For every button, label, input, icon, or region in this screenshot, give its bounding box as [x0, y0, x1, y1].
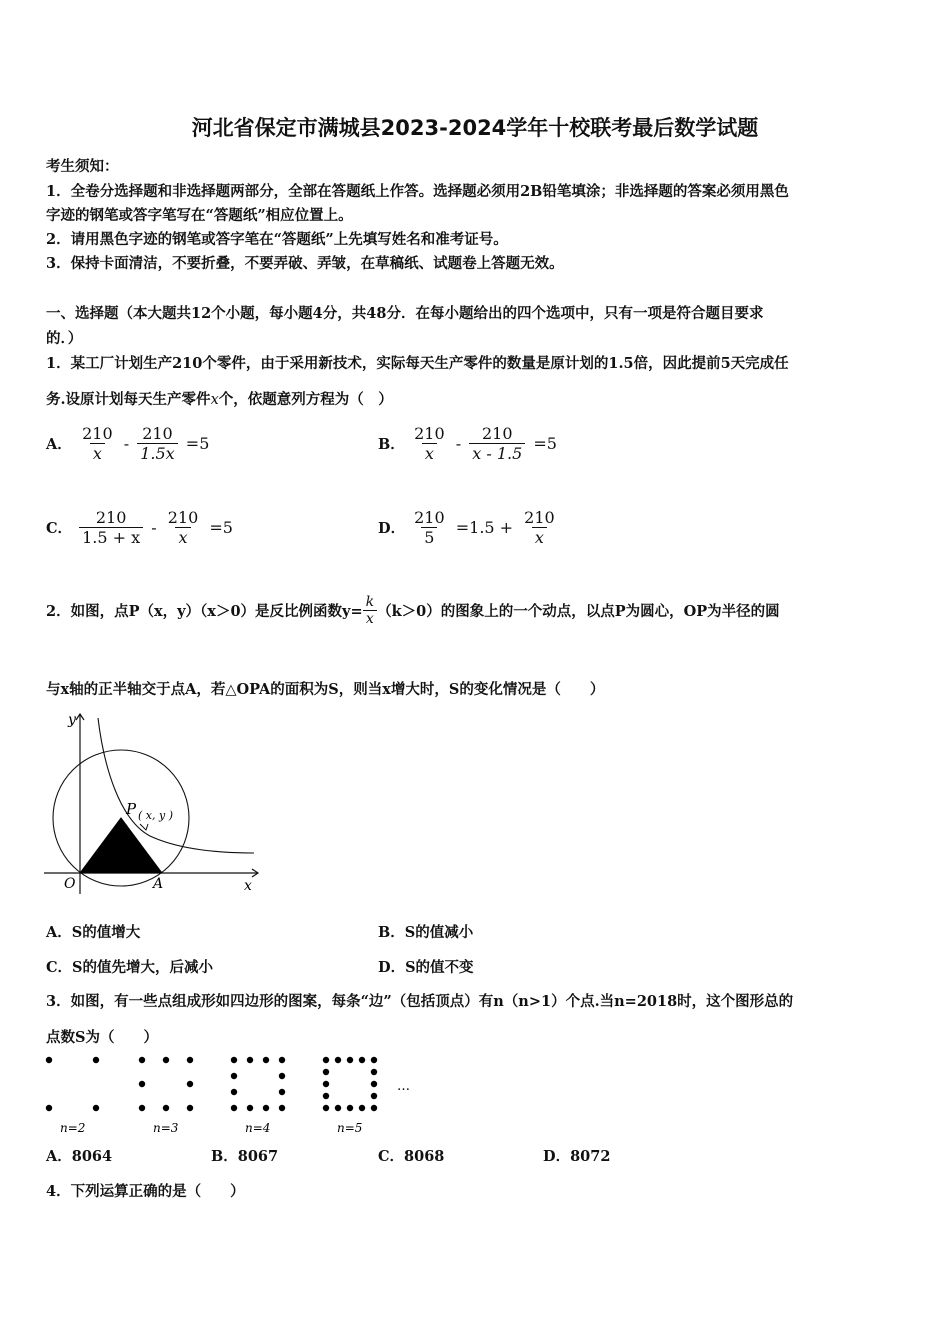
label-n4: n=4 — [245, 1121, 271, 1135]
label-n3: n=3 — [153, 1121, 179, 1135]
triangle-opa — [80, 818, 162, 873]
q2-option-c[interactable]: C．S的值先增大，后减小 — [46, 959, 214, 976]
section-heading-line-1: 一、选择题（本大题共12个小题，每小题4分，共48分．在每小题给出的四个选项中，只有一项是符合题目要求 — [46, 305, 764, 322]
q1-option-a[interactable]: A． $\frac{210}{x}$ - $\frac{210}{1.5x}$ =5 — [46, 424, 210, 463]
leader-arrow — [140, 824, 148, 830]
ellipsis: … — [397, 1079, 410, 1094]
origin-label: O — [64, 876, 76, 892]
point-p-label: P — [126, 800, 137, 818]
q2-stem-line-2: 与x轴的正半轴交于点A，若△OPA的面积为S，则当x增大时，S的变化情况是（ ） — [46, 681, 605, 698]
q1-stem-line-1: 1．某工厂计划生产210个零件，由于采用新技术，实际每天生产零件的数量是原计划的1.5倍，因此提前5天完成任 — [46, 355, 789, 372]
x-axis-label: x — [244, 878, 252, 894]
q1-option-d[interactable]: D． $\frac{210}{5}$ =1.5 + $\frac{210}{x}$ — [378, 508, 555, 547]
q3-option-d[interactable]: D．8072 — [543, 1148, 611, 1165]
pattern-n2 — [46, 1057, 99, 1111]
q2-stem-line-1: 2．如图，点P（x，y）（x＞0）是反比例函数y= $\frac{k}{x}$ （k＞0）的图象上的一个动点，以点P为圆心，OP为半径的圆 — [46, 594, 780, 627]
q4-stem-line-1: 4．下列运算正确的是（ ） — [46, 1183, 245, 1200]
q2-option-a[interactable]: A．S的值增大 — [46, 924, 141, 941]
q2-figure — [40, 708, 265, 898]
notice-item-2: 2．请用黑色字迹的钢笔或答字笔在“答题纸”上先填写姓名和准考证号。 — [46, 231, 508, 248]
q3-dot-patterns — [40, 1050, 420, 1142]
notice-item-1-line-2: 字迹的钢笔或答字笔写在“答题纸”相应位置上。 — [46, 207, 353, 224]
label-n2: n=2 — [60, 1121, 86, 1135]
pattern-n4 — [231, 1057, 285, 1111]
q1-option-b[interactable]: B． $\frac{210}{x}$ - $\frac{210}{x - 1.5}$ =5 — [378, 424, 557, 463]
q3-option-b[interactable]: B．8067 — [211, 1148, 279, 1165]
q3-option-c[interactable]: C．8068 — [378, 1148, 445, 1165]
notice-item-1-line-1: 1．全卷分选择题和非选择题两部分，全部在答题纸上作答。选择题必须用2B铅笔填涂；非选择题的答案必须用黑色 — [46, 183, 789, 200]
q3-stem-line-2: 点数S为（ ） — [46, 1029, 158, 1046]
q3-option-a[interactable]: A．8064 — [46, 1148, 113, 1165]
point-p-coord-label: ( x, y ) — [138, 809, 173, 822]
label-n5: n=5 — [337, 1121, 363, 1135]
pattern-n5 — [323, 1057, 377, 1111]
notice-item-3: 3．保持卡面清洁，不要折叠，不要弄破、弄皱，在草稿纸、试题卷上答题无效。 — [46, 255, 564, 272]
q2-option-b[interactable]: B．S的值减小 — [378, 924, 474, 941]
q3-stem-line-1: 3．如图，有一些点组成形如四边形的图案，每条“边”（包括顶点）有n（n>1）个点.当n=2018时，这个图形总的 — [46, 993, 794, 1010]
section-heading-line-2: 的．） — [46, 330, 83, 347]
q1-option-c[interactable]: C． $\frac{210}{1.5 + x}$ - $\frac{210}{x}$ =5 — [46, 508, 233, 547]
page-title: 河北省保定市满城县2023-2024学年十校联考最后数学试题 — [191, 116, 759, 140]
pattern-n3 — [139, 1057, 193, 1111]
y-axis-label: y — [68, 712, 76, 728]
q2-option-d[interactable]: D．S的值不变 — [378, 959, 474, 976]
q1-stem-line-2: 务.设原计划每天生产零件x个，依题意列方程为（ ） — [46, 391, 393, 408]
point-a-label: A — [153, 876, 164, 892]
notice-heading: 考生须知： — [46, 158, 119, 175]
